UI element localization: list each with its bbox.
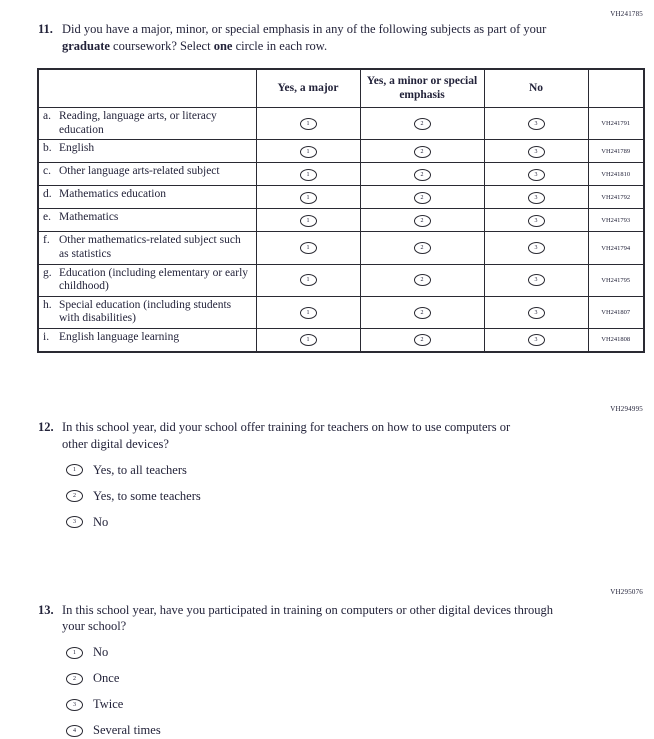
option-label: Once (93, 671, 120, 686)
answer-bubble-minor[interactable]: 2 (414, 118, 431, 130)
answer-bubble-major[interactable]: 1 (300, 146, 317, 158)
row-letter: h. (43, 298, 52, 311)
row-label: Other language arts-related subject (59, 165, 220, 178)
header-no: No (484, 69, 588, 108)
table-row-b (38, 140, 644, 163)
answer-bubble[interactable]: 2 (66, 673, 83, 685)
accession-code-q11: VH241785 (610, 10, 643, 18)
answer-bubble-major[interactable]: 1 (300, 192, 317, 204)
answer-bubble-no[interactable]: 3 (528, 146, 545, 158)
q11-response-table (37, 68, 645, 353)
header-code-blank (588, 69, 644, 108)
answer-bubble-no[interactable]: 3 (528, 169, 545, 181)
answer-bubble-minor[interactable]: 2 (414, 146, 431, 158)
header-blank (38, 69, 256, 108)
row-code: VH241810 (588, 163, 644, 186)
header-yes-major: Yes, a major (256, 69, 360, 108)
question-13-options (66, 645, 643, 738)
option-label: Yes, to some teachers (93, 488, 201, 503)
answer-bubble-minor[interactable]: 2 (414, 307, 431, 319)
option-label: Several times (93, 723, 161, 738)
question-12-text: In this school year, did your school offer training for teachers on how to use computers or other digital devices? (62, 419, 511, 451)
question-11 (38, 21, 643, 55)
question-11-text (62, 21, 567, 55)
row-letter: a. (43, 110, 51, 123)
answer-bubble-minor[interactable]: 2 (414, 215, 431, 227)
answer-bubble-major[interactable]: 1 (300, 274, 317, 286)
option-row (66, 645, 643, 660)
q11-text-part3: circle in each row. (232, 38, 328, 53)
row-letter: c. (43, 165, 51, 178)
answer-bubble-no[interactable]: 3 (528, 274, 545, 286)
q11-text-part1: Did you have a major, minor, or special emphasis in any of the following subjects as part of your (62, 22, 547, 36)
accession-code-q12: VH294995 (610, 404, 643, 413)
answer-bubble-no[interactable]: 3 (528, 192, 545, 204)
row-code: VH241792 (588, 186, 644, 209)
answer-bubble[interactable]: 1 (66, 464, 83, 476)
header-yes-minor: Yes, a minor or special emphasis (360, 69, 484, 108)
option-label: No (93, 514, 109, 529)
answer-bubble-no[interactable]: 3 (528, 334, 545, 346)
table-row-i (38, 328, 644, 352)
table-row-d (38, 186, 644, 209)
answer-bubble-minor[interactable]: 2 (414, 334, 431, 346)
question-13-text: In this school year, have you participated in training on computers or other digital devices through your school? (62, 602, 554, 634)
answer-bubble-minor[interactable]: 2 (414, 242, 431, 254)
row-label: Reading, language arts, or literacy education (59, 110, 217, 136)
row-letter: d. (43, 188, 52, 201)
row-letter: b. (43, 142, 52, 155)
answer-bubble-major[interactable]: 1 (300, 169, 317, 181)
option-row (66, 671, 643, 686)
option-row (66, 515, 643, 530)
row-code: VH241794 (588, 232, 644, 264)
row-code: VH241807 (588, 296, 644, 328)
answer-bubble-no[interactable]: 3 (528, 307, 545, 319)
table-row-e (38, 209, 644, 232)
answer-bubble-major[interactable]: 1 (300, 307, 317, 319)
option-label: No (93, 645, 109, 660)
answer-bubble-major[interactable]: 1 (300, 242, 317, 254)
answer-bubble[interactable]: 3 (66, 699, 83, 711)
question-12-options (66, 463, 643, 530)
answer-bubble-major[interactable]: 1 (300, 334, 317, 346)
q11-text-bold-graduate: graduate (62, 38, 110, 53)
row-label: English language learning (59, 330, 180, 343)
option-row (66, 463, 643, 478)
question-13-number: 13. (38, 602, 54, 617)
answer-bubble-minor[interactable]: 2 (414, 192, 431, 204)
q11-text-part2: coursework? Select (109, 38, 214, 53)
answer-bubble-no[interactable]: 3 (528, 242, 545, 254)
option-label: Yes, to all teachers (93, 462, 187, 477)
question-12 (38, 419, 643, 453)
answer-bubble-minor[interactable]: 2 (414, 169, 431, 181)
table-row-h (38, 296, 644, 328)
table-row-f (38, 232, 644, 264)
row-letter: g. (43, 266, 52, 279)
option-row (66, 489, 643, 504)
table-row-c (38, 163, 644, 186)
answer-bubble[interactable]: 2 (66, 490, 83, 502)
table-row-a (38, 108, 644, 140)
question-13 (38, 602, 643, 636)
option-row (66, 723, 643, 738)
question-12-number: 12. (38, 419, 54, 434)
answer-bubble-no[interactable]: 3 (528, 215, 545, 227)
row-label: Mathematics (59, 211, 119, 224)
question-11-number: 11. (38, 22, 53, 36)
row-letter: e. (43, 211, 51, 224)
accession-code-q13: VH295076 (610, 587, 643, 596)
q11-text-bold-one: one (213, 38, 233, 53)
answer-bubble-major[interactable]: 1 (300, 118, 317, 130)
row-letter: i. (43, 330, 50, 343)
answer-bubble[interactable]: 4 (66, 725, 83, 737)
option-label: Twice (93, 697, 124, 712)
answer-bubble-major[interactable]: 1 (300, 215, 317, 227)
row-label: Education (including elementary or early childhood) (59, 266, 249, 293)
row-label: English (59, 142, 95, 155)
row-label: Special education (including students with disabilities) (59, 298, 232, 325)
table-header-row (38, 69, 644, 108)
table-row-g (38, 264, 644, 296)
option-row (66, 697, 643, 712)
row-code: VH241793 (588, 209, 644, 232)
row-code: VH241789 (588, 140, 644, 163)
row-label: Mathematics education (59, 188, 166, 201)
answer-bubble[interactable]: 1 (66, 647, 83, 659)
row-label: Other mathematics-related subject such as statistics (59, 234, 241, 261)
answer-bubble[interactable]: 3 (66, 516, 83, 528)
answer-bubble-minor[interactable]: 2 (414, 274, 431, 286)
row-letter: f. (43, 234, 50, 247)
row-code: VH241808 (588, 328, 644, 352)
row-code: VH241791 (588, 108, 644, 140)
row-code: VH241795 (588, 264, 644, 296)
answer-bubble-no[interactable]: 3 (528, 118, 545, 130)
